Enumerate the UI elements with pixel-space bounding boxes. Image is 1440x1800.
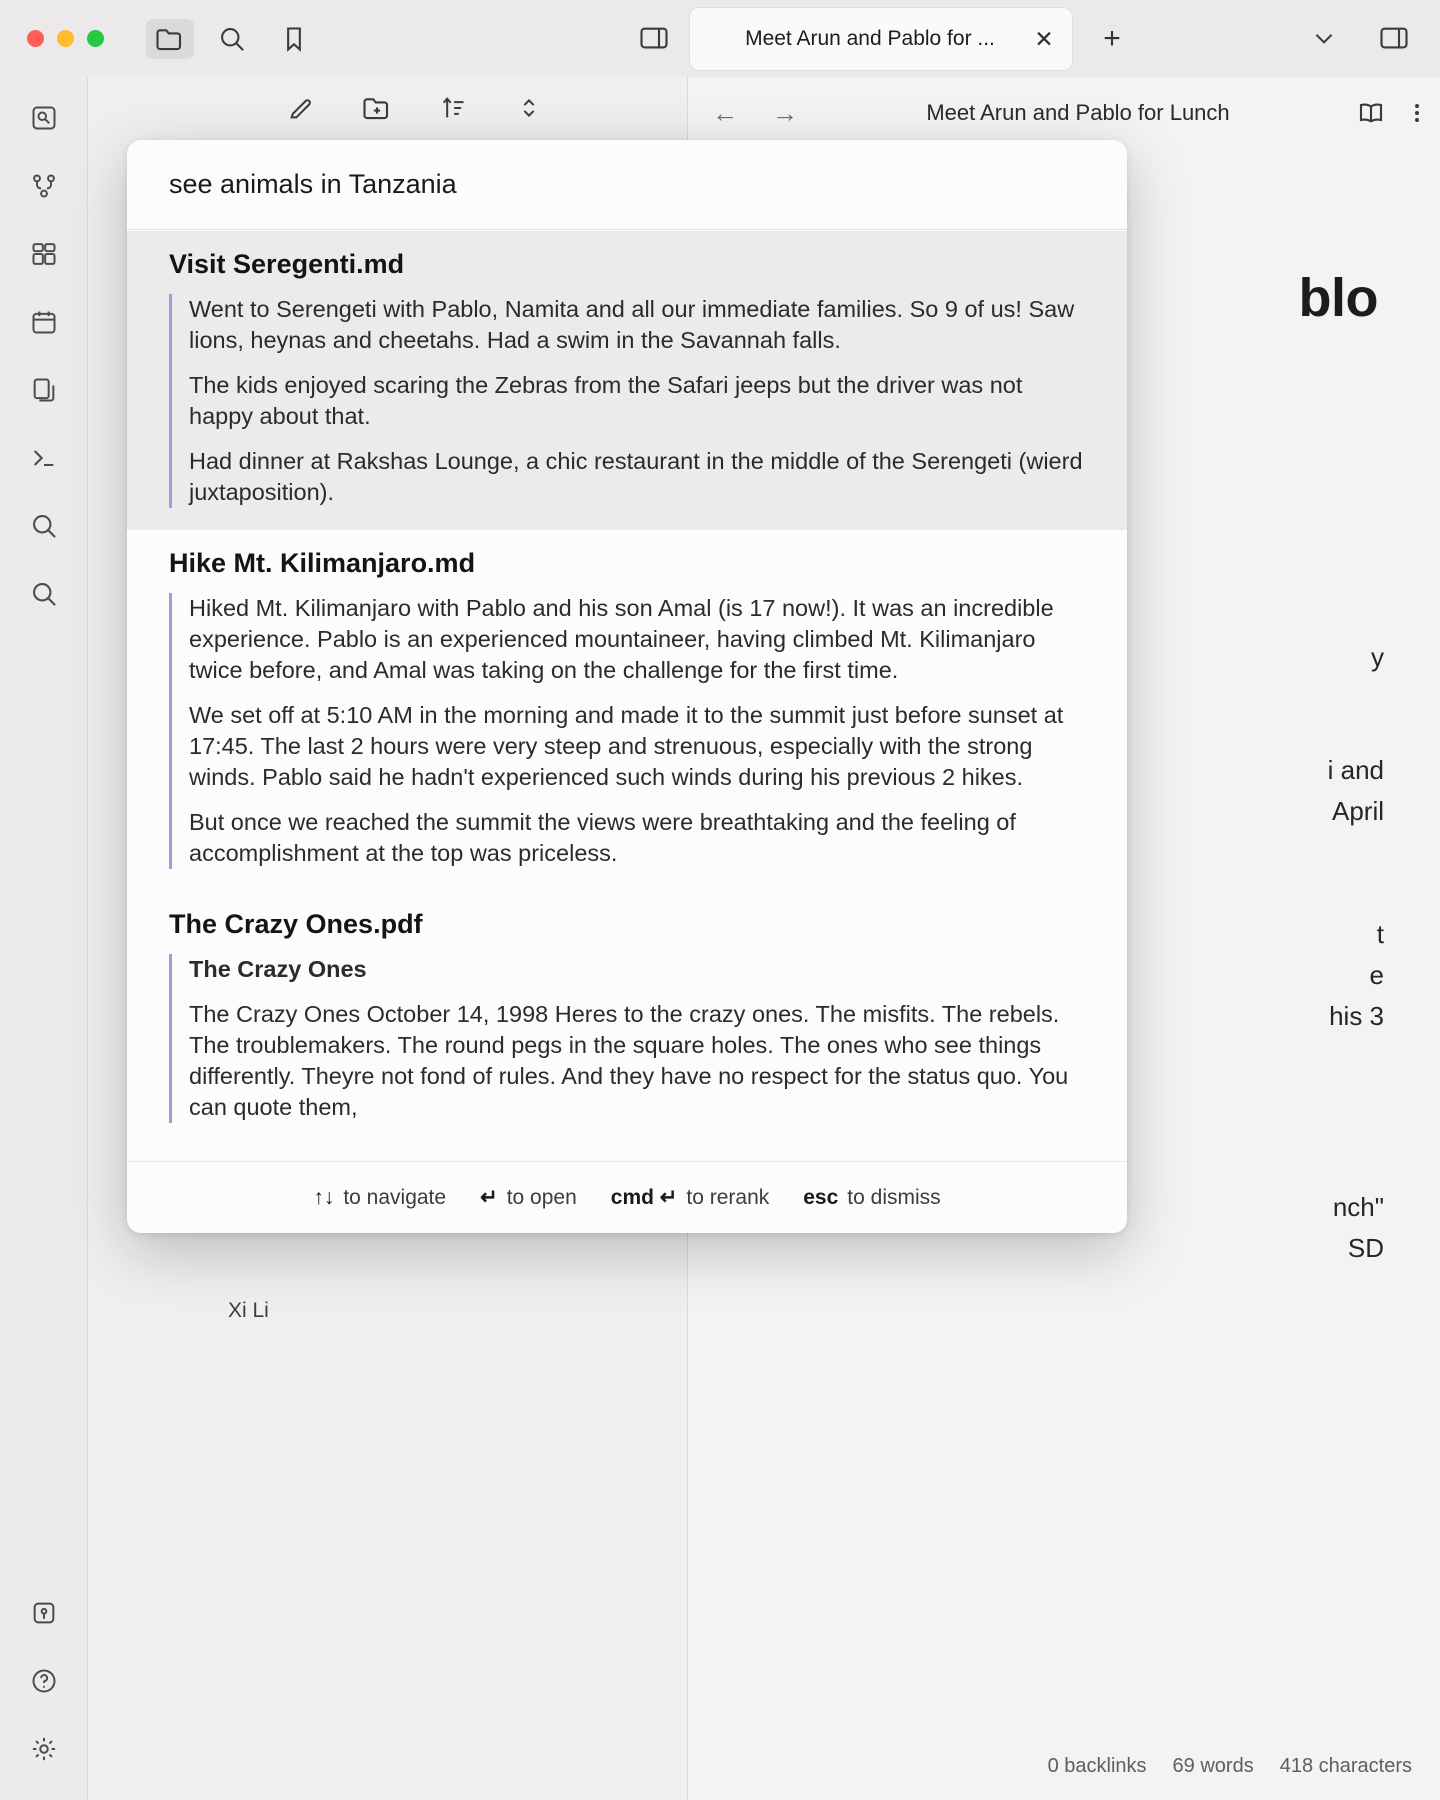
hint-key: esc: [803, 1185, 839, 1209]
forward-icon[interactable]: →: [772, 97, 798, 128]
search-result-item[interactable]: [127, 891, 1127, 1145]
document-line: April: [1331, 796, 1384, 826]
result-snippet: The kids enjoyed scaring the Zebras from the Safari jeeps but the driver was not happy about that.: [189, 372, 1023, 429]
status-backlinks: 0 backlinks: [1047, 1755, 1147, 1777]
titlebar-icon-group: [146, 19, 318, 59]
documents-icon[interactable]: [17, 363, 71, 417]
result-snippet: The Crazy Ones October 14, 1998 Heres to the crazy ones. The misfits. The rebels. The troublemakers. The round pegs in the square holes. The ones who see things differently. Theyre not fond of rules. And they have no respect for the status quo. You can quote them,: [189, 1001, 1069, 1120]
new-tab-button[interactable]: +: [1103, 22, 1121, 55]
document-heading: blo: [1298, 268, 1378, 328]
result-snippets: [169, 593, 1085, 869]
result-snippets: [169, 294, 1085, 508]
result-snippet: But once we reached the summit the views were breathtaking and the feeling of accomplishment at the top was priceless.: [189, 809, 1016, 866]
hint-key: ↵: [480, 1186, 498, 1209]
hint-dismiss: [803, 1186, 940, 1210]
collapse-icon[interactable]: [506, 85, 552, 131]
close-window-button[interactable]: [27, 30, 44, 47]
hint-navigate: [313, 1186, 446, 1210]
search-result-item[interactable]: [127, 231, 1127, 530]
terminal-icon[interactable]: [17, 431, 71, 485]
hint-key: cmd ↵: [610, 1186, 678, 1209]
hint-label: to open: [506, 1185, 577, 1209]
left-rail: [0, 77, 88, 1800]
search-result-item[interactable]: [127, 530, 1127, 891]
sort-icon[interactable]: [430, 85, 476, 131]
help-icon[interactable]: [17, 1654, 71, 1708]
result-title: The Crazy Ones.pdf: [169, 909, 423, 939]
title-bar: [0, 0, 1440, 77]
document-line: i and: [1327, 755, 1384, 785]
document-line: SD: [1347, 1233, 1384, 1263]
tab-label: Meet Arun and Pablo for ...: [745, 27, 995, 50]
search-overlay-footer: [127, 1161, 1127, 1233]
sidebar-toggle-icon[interactable]: [1370, 18, 1418, 58]
hint-key: ↑↓: [313, 1185, 335, 1209]
search-alt-icon[interactable]: [17, 567, 71, 621]
search-results-list[interactable]: [127, 231, 1127, 1161]
sidebar-right-icon[interactable]: [630, 18, 678, 58]
hint-label: to rerank: [686, 1185, 770, 1209]
editor-header: [688, 77, 1440, 149]
hint-open: [480, 1185, 577, 1210]
minimize-window-button[interactable]: [57, 30, 74, 47]
book-open-icon[interactable]: [1348, 90, 1394, 136]
result-snippet: We set off at 5:10 AM in the morning and made it to the summit just before sunset at 17:45. The last 2 hours were very steep and strenuous, especially with the strong winds. Pablo said he hadn't experienced such winds during his previous 2 hikes.: [189, 702, 1064, 790]
traffic-lights: [27, 30, 104, 47]
document-line: t: [1376, 919, 1384, 949]
hint-label: to dismiss: [847, 1185, 941, 1209]
new-note-icon[interactable]: [278, 85, 324, 131]
result-title: Hike Mt. Kilimanjaro.md: [169, 548, 476, 578]
tab-strip: [690, 8, 1138, 70]
tab-active[interactable]: [690, 8, 1072, 70]
document-line: y: [1371, 642, 1384, 672]
file-search-icon[interactable]: [17, 91, 71, 145]
files-icon[interactable]: [146, 19, 194, 59]
result-snippet: Had dinner at Rakshas Lounge, a chic restaurant in the middle of the Serengeti (wierd juxtaposition).: [189, 448, 1083, 505]
close-icon[interactable]: ✕: [1034, 25, 1054, 52]
tabstrip-right-controls: [1300, 18, 1418, 58]
calendar-icon[interactable]: [17, 295, 71, 349]
bookmark-icon[interactable]: [270, 19, 318, 59]
result-snippets: [169, 954, 1085, 1123]
more-vertical-icon[interactable]: [1394, 90, 1440, 136]
file-pane-footer-text: Xi Li: [228, 1299, 269, 1322]
document-line: his 3: [1329, 1001, 1384, 1031]
document-line: nch": [1332, 1192, 1384, 1222]
file-pane-toolbar: [278, 85, 552, 131]
rail-bottom-group: [0, 1572, 88, 1776]
result-title: Visit Seregenti.md: [169, 249, 405, 279]
status-characters: 418 characters: [1279, 1755, 1412, 1777]
search-input[interactable]: see animals in Tanzania: [127, 140, 1127, 230]
result-snippet: Went to Serengeti with Pablo, Namita and all our immediate families. So 9 of us! Saw lions, heynas and cheetahs. Had a swim in the Savannah falls.: [189, 296, 1075, 353]
chevron-down-icon[interactable]: [1300, 18, 1348, 58]
new-folder-icon[interactable]: [354, 85, 400, 131]
dashboard-icon[interactable]: [17, 227, 71, 281]
hint-rerank: [611, 1185, 769, 1210]
page-title: Meet Arun and Pablo for Lunch: [926, 100, 1230, 125]
status-words: 69 words: [1172, 1755, 1254, 1777]
hint-label: to navigate: [343, 1185, 447, 1209]
maximize-window-button[interactable]: [87, 30, 104, 47]
status-bar: [1048, 1755, 1412, 1778]
search-icon[interactable]: [17, 499, 71, 553]
search-icon[interactable]: [208, 19, 256, 59]
search-overlay: [127, 140, 1127, 1233]
graph-icon[interactable]: [17, 159, 71, 213]
document-line: e: [1369, 960, 1384, 990]
pin-icon[interactable]: [17, 1586, 71, 1640]
result-snippet: Hiked Mt. Kilimanjaro with Pablo and his son Amal (is 17 now!). It was an incredible experience. Pablo is an experienced mountaineer, having climbed Mt. Kilimanjaro twice before, and Amal was taking on the challenge for the first time.: [189, 595, 1054, 683]
result-snippet-heading: The Crazy Ones: [189, 956, 367, 982]
settings-icon[interactable]: [17, 1722, 71, 1776]
back-icon[interactable]: ←: [712, 97, 738, 128]
